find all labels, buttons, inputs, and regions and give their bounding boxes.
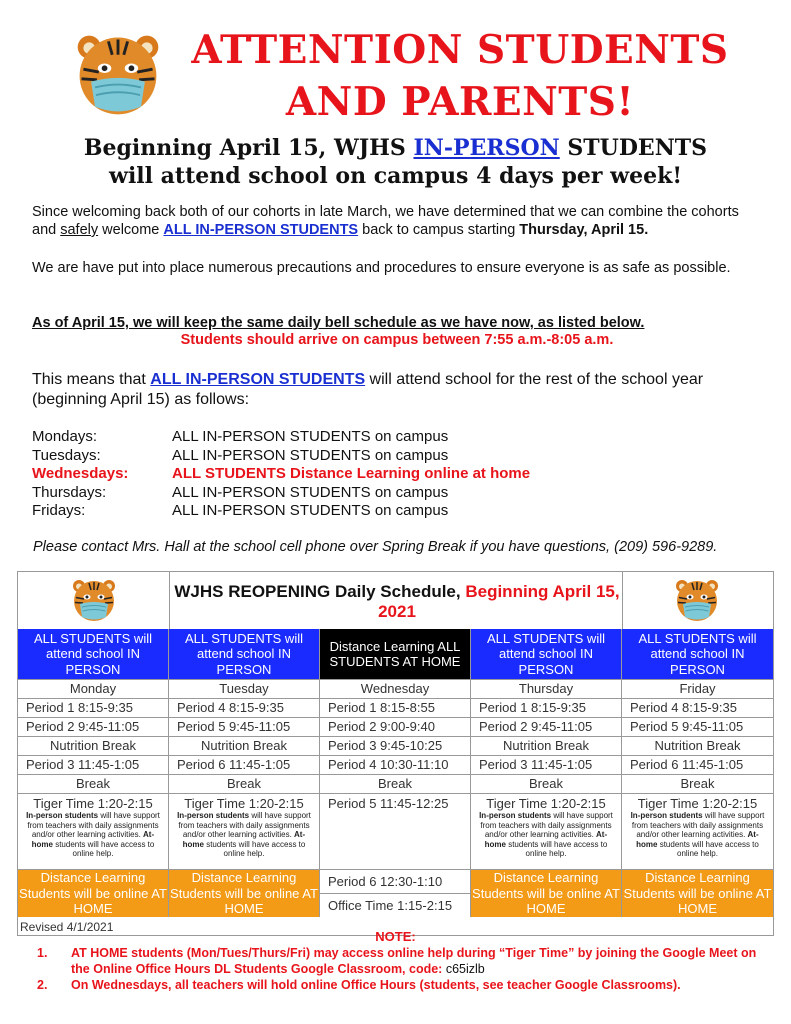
column-header: ALL STUDENTS will attend school IN PERSON: [169, 629, 319, 679]
table-cell: Period 3 11:45-1:05: [471, 755, 621, 774]
all-in-person-link[interactable]: ALL IN-PERSON STUDENTS: [150, 371, 366, 388]
schedule-columns: [18, 629, 773, 917]
table-cell: Break: [320, 774, 470, 793]
day-label: Tuesday: [169, 679, 319, 698]
header: [0, 0, 791, 130]
tiger-time-label: Tiger Time 1:20-2:15: [486, 796, 606, 811]
note-text: On Wednesdays, all teachers will hold online Office Hours (students, see teacher Google Classrooms).: [71, 978, 681, 992]
schedule-table: [17, 571, 774, 936]
day-text: ALL IN-PERSON STUDENTS on campus: [172, 483, 449, 501]
in-person-link[interactable]: IN-PERSON: [413, 135, 560, 161]
day-text: ALL STUDENTS Distance Learning online at home: [172, 465, 531, 482]
tiger-mascot-icon: [669, 575, 725, 625]
p1-text: welcome: [98, 222, 164, 238]
table-cell: Period 5 11:45-12:25: [320, 793, 470, 869]
table-cell: Period 1 8:15-9:35: [471, 698, 621, 717]
column-header: ALL STUDENTS will attend school IN PERSON: [18, 629, 168, 679]
subtitle: [20, 134, 771, 190]
day-name: Thursdays:: [32, 483, 107, 501]
schedule-title-a: WJHS REOPENING Daily Schedule,: [174, 582, 466, 601]
intro-paragraph: [32, 203, 762, 239]
schedule-title-b: Beginning April 15, 2021: [378, 582, 620, 621]
table-cell: Period 3 11:45-1:05: [18, 755, 168, 774]
list-item: [32, 484, 732, 503]
table-cell: Period 1 8:15-9:35: [18, 698, 168, 717]
table-cell: Period 5 9:45-11:05: [622, 717, 773, 736]
p1-safely: safely: [60, 222, 99, 238]
tiger-time-cell: [169, 793, 319, 869]
subtitle-text: STUDENTS: [559, 135, 708, 161]
table-cell: Period 2 9:45-11:05: [471, 717, 621, 736]
list-item: [32, 502, 732, 521]
arrival-notice: Students should arrive on campus between 7:55 a.m.-8:05 a.m.: [180, 332, 614, 348]
distance-learning-cell: Distance Learning Students will be online AT HOME: [170, 870, 318, 917]
table-cell: Period 6 11:45-1:05: [622, 755, 773, 774]
day-label: Thursday: [471, 679, 621, 698]
title-line2: AND PARENTS!: [285, 79, 635, 125]
day-text: ALL IN-PERSON STUDENTS on campus: [172, 446, 449, 464]
column-thursday: [471, 629, 622, 917]
table-cell: Break: [18, 774, 168, 793]
note-text: AT HOME students (Mon/Tues/Thurs/Fri) may access online help during “Tiger Time” by joining the Google Meet on the Online Office Hours DL Students Google Classroom, code: c65izlb: [71, 946, 757, 976]
column-header: ALL STUDENTS will attend school IN PERSON: [622, 629, 773, 679]
classroom-code: c65izlb: [445, 962, 485, 976]
tiger-time-cell: [622, 793, 773, 869]
column-monday: [18, 629, 169, 917]
table-cell: Period 6 12:30-1:10: [320, 869, 470, 893]
table-cell: Nutrition Break: [169, 736, 319, 755]
day-label: Friday: [622, 679, 773, 698]
day-text: ALL IN-PERSON STUDENTS on campus: [172, 502, 449, 519]
subtitle-text: Beginning April 15, WJHS: [83, 135, 414, 161]
day-label: Monday: [18, 679, 168, 698]
list-item: [37, 977, 777, 993]
list-item: [32, 465, 732, 484]
page-title: [160, 24, 760, 128]
tiger-mascot-icon: [66, 575, 122, 625]
tiger-time-cell: [18, 793, 168, 869]
tiger-time-note: In-person students will have support from teachers with daily assignments and/or other learning activities. At-home students will have access to online help.: [479, 811, 613, 858]
tiger-time-note: In-person students will have support from teachers with daily assignments and/or other learning activities. At-home students will have access to online help.: [177, 811, 311, 858]
p1-date: Thursday, April 15.: [519, 222, 649, 238]
table-cell: Break: [471, 774, 621, 793]
table-cell: Period 4 8:15-9:35: [169, 698, 319, 717]
tiger-time-label: Tiger Time 1:20-2:15: [637, 796, 758, 811]
table-cell: Break: [169, 774, 319, 793]
p1-text: Since welcoming back both of our cohorts in late March, we have determined that we can combine the cohorts and: [32, 204, 739, 238]
subtitle-line2: will attend school on campus 4 days per week!: [109, 163, 682, 189]
bell-schedule-notice: As of April 15, we will keep the same daily bell schedule as we have now, as listed below.: [32, 315, 645, 331]
tiger-time-note: In-person students will have support from teachers with daily assignments and/or other learning activities. At-home students will have access to online help.: [630, 811, 765, 858]
revised-date: Revised 4/1/2021: [20, 920, 114, 934]
table-cell: Period 2 9:45-11:05: [18, 717, 168, 736]
title-line1: ATTENTION STUDENTS: [191, 27, 729, 73]
all-in-person-link[interactable]: ALL IN-PERSON STUDENTS: [163, 222, 359, 238]
table-cell: Nutrition Break: [622, 736, 773, 755]
distance-learning-cell: Distance Learning Students will be online AT HOME: [623, 870, 772, 917]
tiger-time-note: In-person students will have support from teachers with daily assignments and/or other learning activities. At-home students will have access to online help.: [26, 811, 160, 858]
tiger-time-label: Tiger Time 1:20-2:15: [184, 796, 304, 811]
table-cell: Period 2 9:00-9:40: [320, 717, 470, 736]
day-name: Tuesdays:: [32, 446, 101, 464]
table-cell: Nutrition Break: [18, 736, 168, 755]
table-cell: Office Time 1:15-2:15: [320, 893, 470, 917]
schedule-header: [18, 572, 773, 630]
table-cell: Period 6 11:45-1:05: [169, 755, 319, 774]
contact-info: Please contact Mrs. Hall at the school cell phone over Spring Break if you have questions, (209) 596-9289.: [33, 539, 718, 555]
precautions-paragraph: We are have put into place numerous precautions and procedures to ensure everyone is as safe as possible.: [32, 260, 731, 276]
table-cell: Period 3 9:45-10:25: [320, 736, 470, 755]
table-cell: Period 4 8:15-9:35: [622, 698, 773, 717]
notes-list: [37, 945, 777, 993]
column-friday: [622, 629, 773, 917]
attendance-paragraph: [32, 370, 762, 410]
table-cell: Period 4 10:30-11:10: [320, 755, 470, 774]
table-cell: Period 5 9:45-11:05: [169, 717, 319, 736]
note-number: 2.: [37, 978, 48, 992]
column-header: Distance Learning ALL STUDENTS AT HOME: [320, 629, 470, 679]
note-number: 1.: [37, 946, 48, 960]
note-title: NOTE:: [375, 929, 416, 944]
day-text: ALL IN-PERSON STUDENTS on campus: [172, 428, 449, 445]
schedule-title: [172, 582, 622, 622]
day-label: Wednesday: [320, 679, 470, 698]
column-wednesday: [320, 629, 471, 917]
p4-text: will attend school for the rest of the school year (beginning April 15) as follows:: [32, 371, 704, 408]
tiger-mascot-icon: [70, 26, 166, 122]
table-cell: Period 1 8:15-8:55: [320, 698, 470, 717]
p1-text: back to campus starting: [358, 222, 520, 238]
day-name: Fridays:: [32, 502, 86, 519]
day-name: Wednesdays:: [32, 465, 129, 482]
day-name: Mondays:: [32, 428, 98, 445]
table-cell: Break: [622, 774, 773, 793]
list-item: [37, 945, 777, 977]
list-item: [32, 447, 732, 466]
distance-learning-cell: Distance Learning Students will be online AT HOME: [19, 870, 167, 917]
wednesday-bottom: [320, 869, 470, 917]
tiger-time-cell: [471, 793, 621, 869]
column-tuesday: [169, 629, 320, 917]
distance-learning-cell: Distance Learning Students will be online AT HOME: [472, 870, 620, 917]
weekly-attendance-list: [32, 428, 732, 521]
table-cell: Nutrition Break: [471, 736, 621, 755]
p4-text: This means that: [32, 371, 151, 388]
column-header: ALL STUDENTS will attend school IN PERSON: [471, 629, 621, 679]
tiger-time-label: Tiger Time 1:20-2:15: [33, 796, 153, 811]
list-item: [32, 428, 732, 447]
